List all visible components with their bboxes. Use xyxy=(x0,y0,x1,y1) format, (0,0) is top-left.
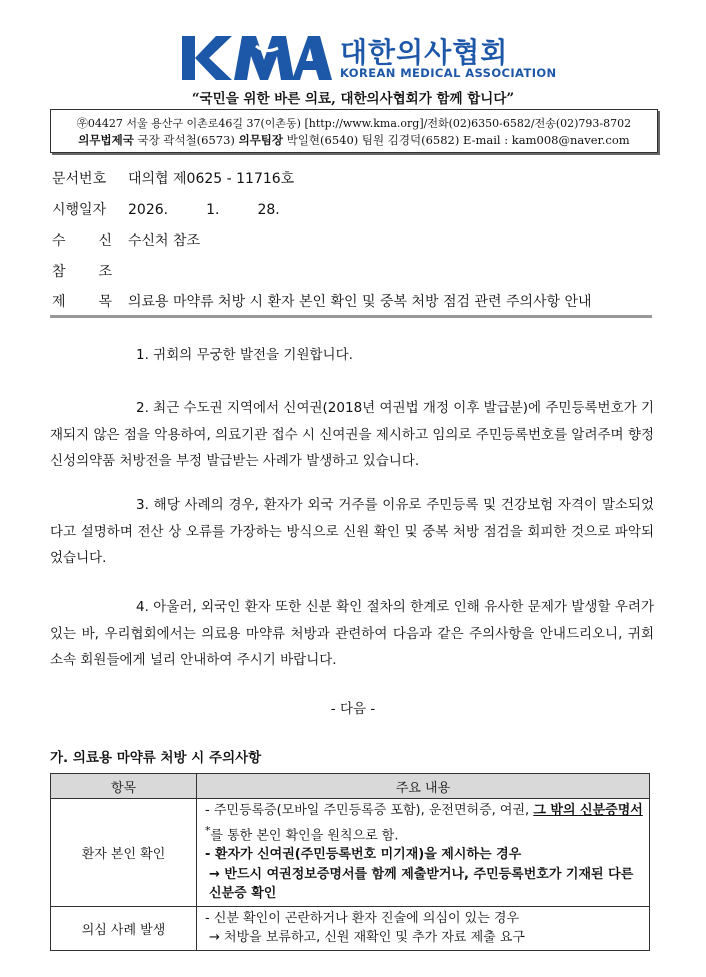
doc-number-label: 문서번호 xyxy=(52,171,107,187)
section-title: 가. 의료용 마약류 처방 시 주의사항 xyxy=(50,750,262,766)
paragraph-1: 1. 귀회의 무궁한 발전을 기원합니다. xyxy=(136,347,353,363)
doc-number: 대의협 제0625 - 11716호 xyxy=(128,171,295,187)
contact-address: ㉾04427 서울 용산구 이촌로46길 37(이촌동) [http://www.kma.org]/전화(02)6350-6582/전송(02)793-8702 xyxy=(76,117,632,130)
content-line: - 주민등록증(모바일 주민등록증 포함), 운전면허증, 여권, 그 밖의 신분증명서*를 통한 본인 확인을 원칙으로 함. xyxy=(205,803,643,843)
date-row xyxy=(52,199,280,219)
contact-box xyxy=(50,109,658,153)
slogan: “국민을 위한 바른 의료, 대한의사협회가 함께 합니다” xyxy=(191,91,515,107)
reference-row xyxy=(52,261,128,281)
next-marker: - 다음 - xyxy=(330,701,376,717)
table-header-content: 주요 내용 xyxy=(197,774,650,799)
reference-label-1: 참 xyxy=(52,264,66,280)
team-staff: 박일현(6540) 팀원 김경덕(6582) E-mail : kam008@naver.com xyxy=(283,133,630,147)
table-cell-content xyxy=(197,799,650,907)
recipient: 수신처 참조 xyxy=(128,233,201,249)
subject-label-2: 목 xyxy=(98,294,112,310)
content-line: → 처방을 보류하고, 신원 재확인 및 추가 자료 제출 요구 xyxy=(209,930,525,946)
team-name: 의무팀장 xyxy=(238,133,284,147)
paragraph-2: 2. 최근 수도권 지역에서 신여권(2018년 여권법 개정 이후 발급분)에 주민등록번호가 기재되지 않은 점을 악용하여, 의료기관 접수 시 신여권을 제시하고 임의로 주민등록번호를 알려주며 향정신성의약품 처방전을 부정 발급받는 사례가 발생하고 있습니다. xyxy=(50,400,654,469)
doc-number-row xyxy=(52,168,294,188)
dept-name: 의무법제국 xyxy=(78,133,134,147)
paragraph-3: 3. 해당 사례의 경우, 환자가 외국 거주를 이유로 주민등록 및 건강보험 자격이 말소되었다고 설명하며 전산 상 오류를 가장하는 방식으로 신원 확인 및 중복 처방 점검을 회피한 것으로 파악되었습니다. xyxy=(50,497,654,566)
content-line: - 환자가 신여권(주민등록번호 미기재)을 제시하는 경우 xyxy=(205,847,522,863)
org-name-english: KOREAN MEDICAL ASSOCIATION xyxy=(340,66,557,80)
date-month: 1. xyxy=(206,202,220,218)
subject: 의료용 마약류 처방 시 환자 본인 확인 및 중복 처방 점검 관련 주의사항 안내 xyxy=(128,294,592,310)
date-day: 28. xyxy=(257,202,280,218)
dept-staff: 국장 곽석철(6573) xyxy=(133,133,239,147)
table-cell-content xyxy=(197,906,650,950)
content-line: → 반드시 여권정보증명서를 함께 제출받거나, 주민등록번호가 기재된 다른 신분증 확인 xyxy=(209,866,634,902)
header-divider xyxy=(50,315,652,318)
recipient-row xyxy=(52,230,200,250)
subject-row xyxy=(52,291,592,311)
recipient-label-1: 수 xyxy=(52,233,66,249)
table-header-row xyxy=(51,774,650,799)
table-header-item: 항목 xyxy=(51,774,197,799)
content-line: - 신분 확인이 곤란하거나 환자 진술에 의심이 있는 경우 xyxy=(205,910,520,926)
date-label: 시행일자 xyxy=(52,202,107,218)
date-year: 2026. xyxy=(128,202,169,218)
caution-table xyxy=(50,773,650,951)
contact-staff xyxy=(51,132,657,148)
subject-label-1: 제 xyxy=(52,294,66,310)
reference-label-2: 조 xyxy=(98,264,112,280)
recipient-label-2: 신 xyxy=(98,233,112,249)
table-row xyxy=(51,799,650,907)
table-cell-item: 환자 본인 확인 xyxy=(51,799,197,907)
other-id-docs: 그 밖의 신분증명서 xyxy=(533,803,643,818)
table-row xyxy=(51,906,650,950)
paragraph-4: 4. 아울러, 외국인 환자 또한 신분 확인 절차의 한계로 인해 유사한 문제가 발생할 우려가 있는 바, 우리협회에서는 의료용 마약류 처방과 관련하여 다음과 같은 주의사항을 안내드리오니, 귀회 소속 회원들에게 널리 안내하여 주시기 바랍니다. xyxy=(50,599,654,668)
kma-logo xyxy=(182,36,332,80)
table-cell-item: 의심 사례 발생 xyxy=(51,906,197,950)
org-name-korean: 대한의사협회 xyxy=(340,36,509,69)
